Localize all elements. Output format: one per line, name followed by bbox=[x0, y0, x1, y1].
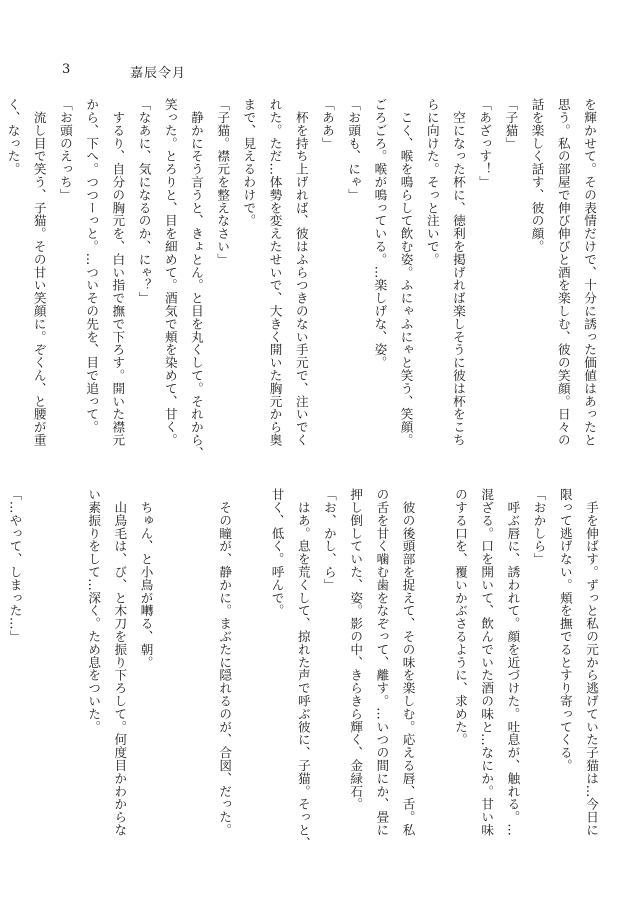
text-line: を輝かせて。その表情だけで、十分に誘った価値はあったと bbox=[582, 98, 597, 447]
text-line: まで、見えるわけで。 bbox=[241, 98, 257, 227]
blank-line bbox=[28, 488, 54, 828]
text-line: から、下へ。つつーっと。…ついその先を、目で追って。 bbox=[84, 98, 100, 434]
blank-line bbox=[237, 488, 263, 828]
blank-line bbox=[421, 488, 447, 828]
text-line: 静かにそう言うと、きょとん。と目を丸くして。それから、 bbox=[188, 98, 204, 460]
text-line: こく、喉を鳴らして飲む姿。ふにゃふにゃと笑う、笑顔。 bbox=[398, 98, 414, 447]
page-header bbox=[0, 62, 634, 82]
text-line: 「…やって、しまった…」 bbox=[7, 488, 23, 643]
text-line: 混ざる。口を開いて、飲んでいた酒の味と…なにか。甘い味 bbox=[479, 488, 495, 837]
text-line: 「子猫」 bbox=[503, 98, 519, 150]
text-line: 「なあに、気になるのか、にゃ？」 bbox=[136, 98, 152, 305]
text-block-bottom bbox=[7, 488, 604, 850]
blank-line bbox=[159, 488, 185, 828]
text-line: 「おかしら」 bbox=[531, 488, 547, 566]
text-line: 甘く、低く。呼んで。 bbox=[269, 488, 285, 617]
text-line: 「あざっす！」 bbox=[477, 98, 493, 189]
text-line: 手を伸ばす。ずっと私の元から逃げていた子猫は…今日に bbox=[584, 488, 599, 837]
text-line: 思う。私の部屋で伸び伸びと酒を楽しむ、彼の笑顔。日々の bbox=[555, 98, 571, 447]
text-line: 笑った。とろりと、目を細めて。酒気で頬を染めて、甘く。 bbox=[162, 98, 178, 447]
text-line: ちゅん、と小鳥が囀る、朝。 bbox=[138, 488, 154, 669]
text-line: い素振りをして…深く。ため息をついた。 bbox=[86, 488, 102, 734]
text-line: はあ。息を荒くして、掠れた声で呼ぶ彼に、子猫。そっと、 bbox=[295, 488, 311, 850]
text-line: 彼の後頭部を捉えて、その味を楽しむ。応える唇、舌。私 bbox=[400, 488, 416, 837]
text-line: 山鳥毛は、び、と木刀を振り下ろして。何度目かわからな bbox=[112, 488, 128, 837]
text-line: その瞳が、静かに。まぶたに隠れるのが、合図、だった。 bbox=[217, 488, 233, 837]
running-title: 嘉辰令月 bbox=[130, 66, 187, 81]
text-line: く、なった。 bbox=[5, 98, 21, 176]
text-line: 「子猫。襟元を整えなさい」 bbox=[215, 98, 231, 266]
text-line: 杯を持ち上げれば、彼はふらつきのない手元で、注いでく bbox=[293, 98, 309, 447]
text-line: 「お、かし、ら」 bbox=[321, 488, 337, 592]
blank-line bbox=[185, 488, 211, 828]
text-line: 流し目で笑う、子猫。その甘い笑顔に。ぞくん、と腰が重 bbox=[31, 98, 47, 447]
text-line: 「お頭のえっち」 bbox=[57, 98, 73, 202]
text-line: 空になった杯に、徳利を掲げれば楽しそうに彼は杯をこち bbox=[450, 98, 466, 447]
blank-line bbox=[54, 488, 80, 828]
page-number: 3 bbox=[62, 62, 71, 77]
text-line: の舌を甘く噛む歯をなぞって、離す。…いつの間にか、畳に bbox=[374, 488, 390, 837]
text-line: 限って逃げない。頬を撫でるとすり寄ってくる。 bbox=[557, 488, 573, 772]
text-line: 「ああ」 bbox=[319, 98, 335, 150]
text-line: 「お頭も、にゃ」 bbox=[346, 98, 362, 202]
text-line: のする口を、覆いかぶさるように、求めた。 bbox=[452, 488, 468, 746]
text-line: 押し倒していた、姿。影の中、きらきら輝く、金緑石。 bbox=[348, 488, 364, 811]
text-line: れた。ただ…体勢を変えたせいで、大きく開いた胸元から奥 bbox=[267, 98, 283, 447]
text-block-top bbox=[5, 98, 602, 460]
text-line: 呼ぶ唇に、誘われて。顔を近づけた。吐息が、触れる。… bbox=[505, 488, 521, 837]
text-line: するり、自分の胸元を、白い指で撫で下ろす。開いた襟元 bbox=[110, 98, 126, 447]
text-line: 話を楽しく話す、彼の顔。 bbox=[529, 98, 545, 253]
text-line: ごろごろ。喉が鳴っている。…楽しげな、姿。 bbox=[372, 98, 388, 369]
text-line: らに向けた。そっと注いで。 bbox=[424, 98, 440, 266]
